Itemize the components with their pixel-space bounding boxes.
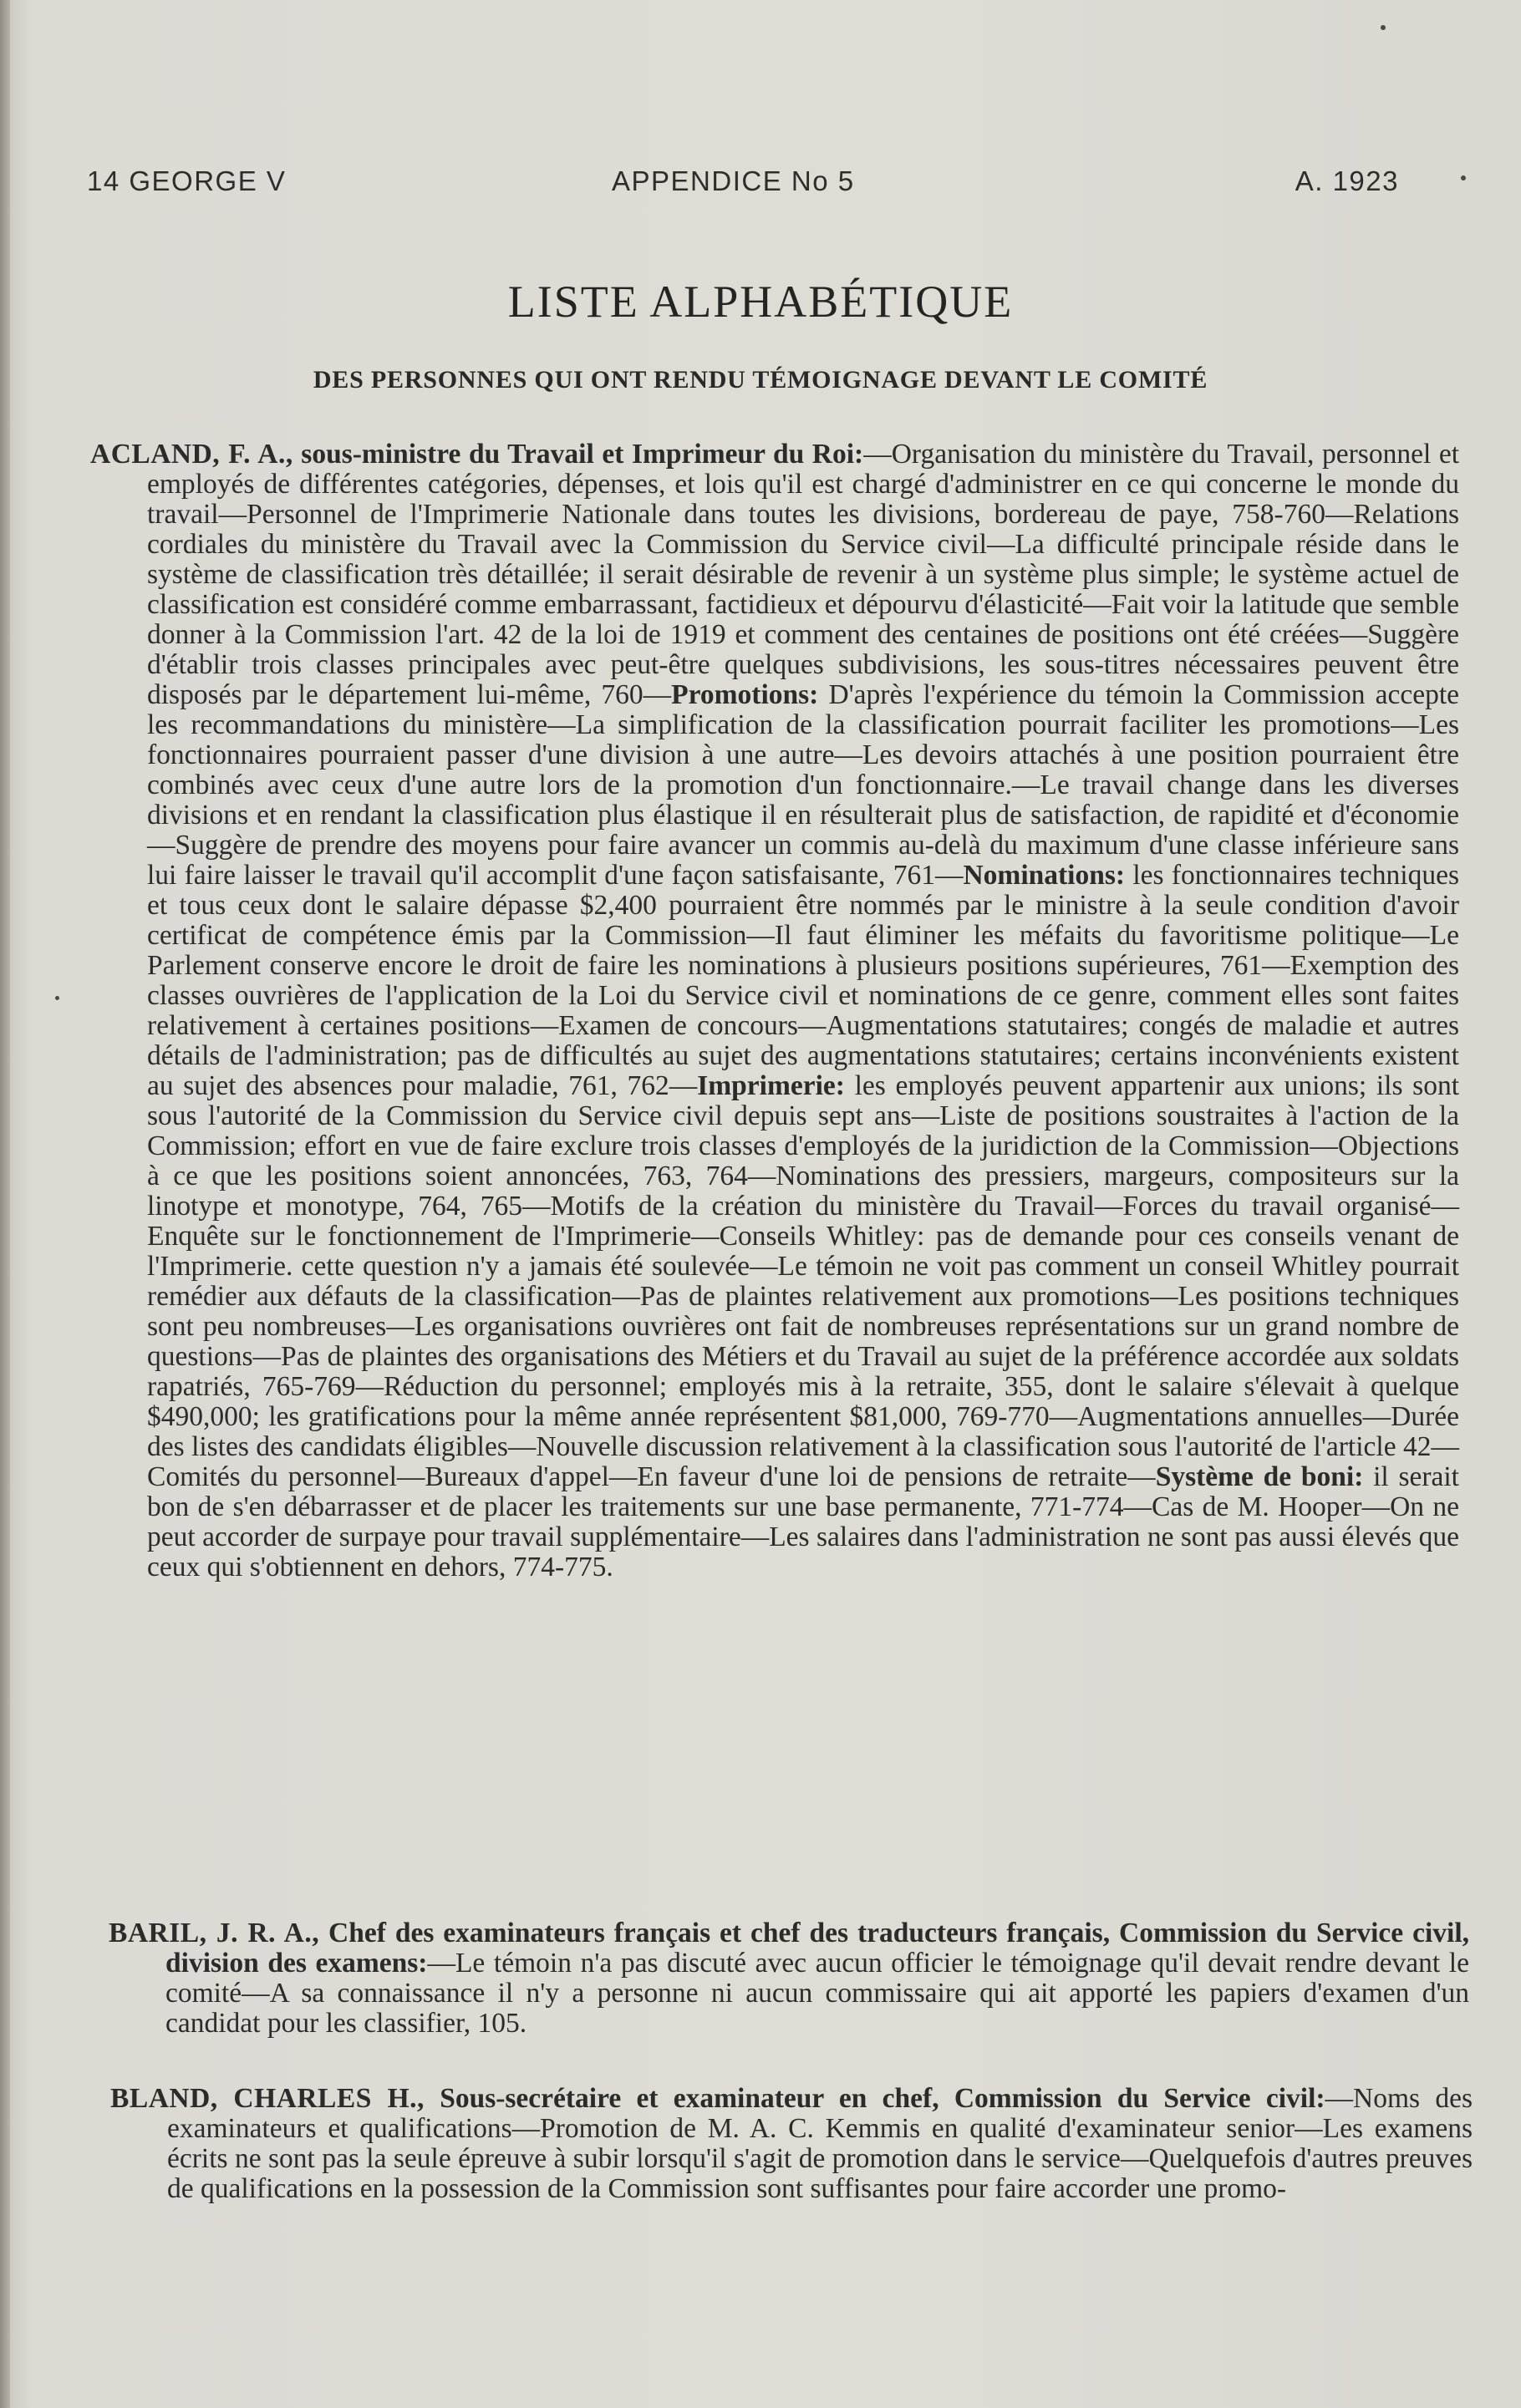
paper-speck — [1461, 175, 1466, 180]
running-head-left: 14 GEORGE V — [87, 165, 287, 196]
entry-text: —Le témoin n'a pas discuté avec aucun officier le témoignage qu'il devait rendre devant le comité—A sa connaissance il n'y a personne ni aucun commissaire qui ait apporté les papiers d'examen d'un candidat pour les classifier, 105. — [165, 1948, 1469, 2039]
running-head-center: APPENDICE No 5 — [612, 165, 855, 196]
entry-text: les employés peuvent appartenir aux unions; ils sont sous l'autorité de la Commission du Service civil depuis sept ans—Liste de positions soustraites à l'action de la Commission; effort en vue de faire exclure trois classes d'employés de la juridiction de la Commission—Objections à ce que les positions soient annoncées, 763, 764—Nominations des pressiers, margeurs, compositeurs sur la linotype et monotype, 764, 765—Motifs de la création du ministère du Travail—Forces du travail organisé—Enquête sur le fonctionnement de l'Imprimerie—Conseils Whitley: pas de demande pour ces conseils venant de l'Imprimerie. cette question n'y a jamais été soulevée—Le témoin ne voit pas comment un conseil Whitley pourrait remédier aux défauts de la classification—Pas de plaintes relativement aux promotions—Les positions techniques sont peu nombreuses—Les organisations ouvrières ont fait de nombreuses représentations sur un grand nombre de questions—Pas de plaintes des organisations des Métiers et du Travail au sujet de la préférence accordée aux soldats rapatriés, 765-769—Réduction du personnel; employés mis à la retraite, 355, dont le salaire s'élevait à quelque $490,000; les gratifications pour la même année représentent $81,000, 769-770—Augmentations annuelles—Durée des listes des candidats éligibles—Nouvelle discussion relativement à la classification sous l'autorité de l'article 42—Comités du personnel—Bureaux d'appel—En faveur d'une loi de pensions de retraite— — [147, 1070, 1459, 1492]
entry-text: D'après l'expérience du témoin la Commission accepte les recommandations du ministère—La simplification de la classification pourrait faciliter les promotions—Les fonctionnaires pourraient passer d'une division à une autre—Les devoirs attachés à une position pourraient être combinés avec ceux d'une autre lors de la promotion d'un fonctionnaire.—Le travail change dans les diverses divisions et en rendant la classification plus élastique il en résulterait plus de satisfaction, de rapidité et d'économie—Suggère de prendre des moyens pour faire avancer un commis au-delà du maximum d'une classe inférieure sans lui faire laisser le travail qu'il accomplit d'une façon satisfaisante, 761— — [147, 679, 1460, 891]
entry-keyword: Nominations: — [963, 860, 1126, 891]
witness-role: Chef des examinateurs français et chef des traducteurs français, Commission du Service civil, division des examens: — [165, 1918, 1469, 1979]
witness-role: sous-ministre du Travail et Imprimeur du Roi: — [301, 439, 864, 470]
entry-keyword: Promotions: — [671, 679, 819, 710]
witness-role: Sous-secrétaire et examinateur en chef, Commission du Service civil: — [440, 2083, 1325, 2114]
page-title: LISTE ALPHABÉTIQUE — [507, 277, 1014, 327]
entry-keyword: Imprimerie: — [697, 1070, 845, 1101]
witness-name: ACLAND, F. A., — [90, 439, 293, 470]
paper-speck — [55, 996, 59, 1000]
entry-text: les fonctionnaires techniques et tous ceux dont le salaire dépasse $2,400 pourraient être nommés par le ministre à la seule condition d'avoir certificat de compétence émis par la Commission—Il faut éliminer les méfaits du favoritisme politique—Le Parlement conserve encore le droit de faire les nominations à plusieurs positions supérieures, 761—Exemption des classes ouvrières de l'application de la Loi du Service civil et nominations de ce genre, comment elles sont faites relativement à certaines positions—Examen de concours—Augmentations statutaires; congés de maladie et autres détails de l'administration; pas de difficultés au sujet des augmentations statutaires; certains inconvénients existent au sujet des absences pour maladie, 761, 762— — [147, 860, 1459, 1101]
entry-keyword: Système de boni: — [1155, 1461, 1364, 1492]
witness-entry — [110, 2084, 1473, 2204]
page-subtitle: DES PERSONNES QUI ONT RENDU TÉMOIGNAGE DEVANT LE COMITÉ — [313, 366, 1208, 394]
witness-name: BARIL, J. R. A., — [109, 1918, 320, 1948]
witness-entry — [90, 439, 1459, 1582]
running-head — [87, 165, 1399, 206]
paper-speck — [1381, 25, 1386, 30]
page-spine-shadow — [0, 0, 10, 2408]
entry-text: —Noms des examinateurs et qualifications—Promotion de M. A. C. Kemmis en qualité d'examinateur senior—Les examens écrits ne sont pas la seule épreuve à subir lorsqu'il s'agit de promotion dans le service—Quelquefois d'autres preuves de qualifications en la possession de la Commission sont suffisantes pour faire accorder une promo- — [167, 2083, 1473, 2204]
entry-text: il serait bon de s'en débarrasser et de placer les traitements sur une base permanente, 771-774—Cas de M. Hooper—On ne peut accorder de surpaye pour travail supplémentaire—Les salaires dans l'administration ne sont pas aussi élevés que ceux qui s'obtiennent en dehors, 774-775. — [147, 1461, 1459, 1582]
entry-text: —Organisation du ministère du Travail, personnel et employés de différentes catégories, dépenses, et lois qu'il est chargé d'administrer en ce qui concerne le monde du travail—Personnel de l'Imprimerie Nationale dans toutes les divisions, bordereau de paye, 758-760—Relations cordiales du ministère du Travail avec la Commission du Service civil—La difficulté principale réside dans le système de classification très détaillée; il serait désirable de revenir à un système plus simple; le système actuel de classification est considéré comme embarrassant, factidieux et dépourvu d'élasticité—Fait voir la latitude que semble donner à la Commission l'art. 42 de la loi de 1919 et comment des centaines de positions ont été créées—Suggère d'établir trois classes principales avec peut-être quelques subdivisions, les sous-titres nécessaires peuvent être disposés par le département lui-même, 760— — [147, 439, 1459, 710]
witness-entry — [109, 1918, 1469, 2039]
running-head-right: A. 1923 — [1295, 165, 1399, 196]
witness-name: BLAND, CHARLES H., — [110, 2083, 425, 2114]
